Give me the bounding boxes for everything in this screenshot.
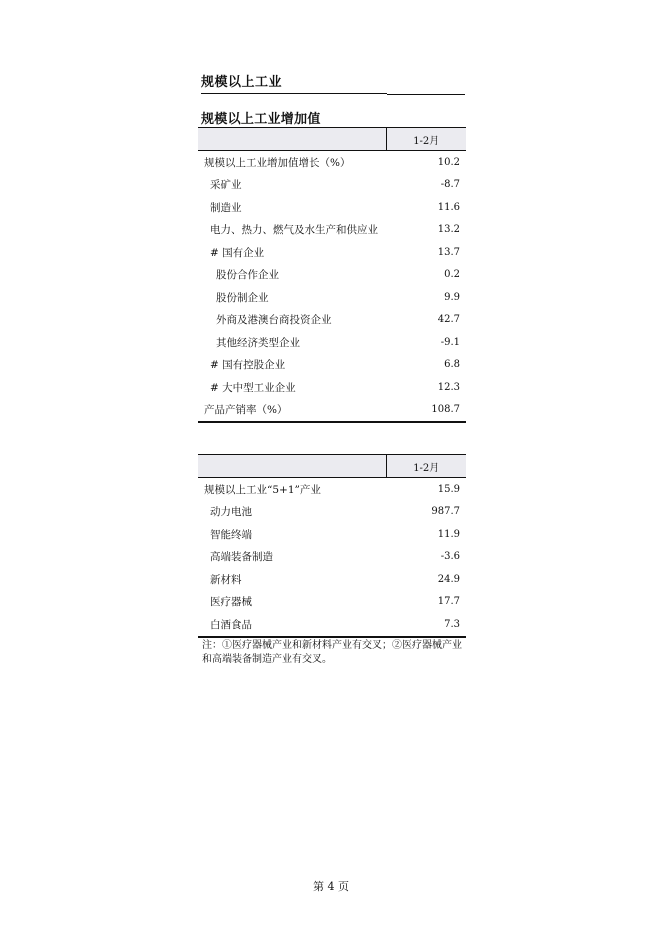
row-label: 股份制企业: [216, 291, 269, 304]
row-value: 12.3: [437, 381, 460, 393]
section-title-underline: [201, 93, 387, 94]
row-label: 股份合作企业: [216, 269, 279, 282]
row-label: 制造业: [210, 201, 242, 214]
row-value: 15.9: [437, 483, 460, 495]
section-title-rule: [387, 94, 465, 95]
row-label: 智能终端: [210, 528, 252, 541]
row-label: 电力、热力、燃气及水生产和供应业: [210, 224, 378, 237]
table-row: [198, 174, 466, 197]
table-row: [198, 501, 466, 524]
table-row: [198, 613, 466, 637]
row-label: # 国有企业: [210, 246, 265, 259]
page-number: 第 4 页: [313, 880, 349, 893]
row-label: 动力电池: [210, 506, 252, 519]
table-row: [198, 591, 466, 614]
row-label: 白酒食品: [198, 613, 386, 637]
footnote: 注：①医疗器械产业和新材料产业有交叉；②医疗器械产业和高端装备制造产业有交叉。: [202, 640, 462, 665]
table2-period-header: 1-2月: [386, 455, 466, 478]
row-label: 新材料: [210, 573, 242, 586]
table-row: [198, 264, 466, 287]
industry-5plus1-table: [198, 454, 466, 638]
row-value: 987.7: [431, 506, 460, 518]
row-value: 108.7: [386, 399, 466, 423]
row-value: 7.3: [386, 613, 466, 637]
row-value: 42.7: [437, 314, 460, 326]
table-row: [198, 331, 466, 354]
row-value: 0.2: [444, 269, 460, 281]
section-title-block: [201, 74, 465, 94]
industrial-value-added-table: [198, 127, 466, 423]
row-value: 13.7: [437, 246, 460, 258]
row-label: 其他经济类型企业: [216, 336, 300, 349]
table1-title: 规模以上工业增加值: [201, 112, 321, 127]
row-value: -3.6: [440, 551, 460, 563]
row-label: 规模以上工业“5+1”产业: [204, 483, 321, 496]
row-label: 外商及港澳台商投资企业: [216, 314, 332, 327]
row-label: 医疗器械: [210, 596, 252, 609]
row-value: 6.8: [444, 359, 460, 371]
row-value: 11.6: [437, 201, 460, 213]
table-row: [198, 151, 466, 174]
row-value: 9.9: [444, 291, 460, 303]
row-value: 10.2: [437, 156, 460, 168]
row-label: 规模以上工业增加值增长（%）: [204, 156, 351, 169]
table-row: [198, 219, 466, 242]
table-row: [198, 546, 466, 569]
table-row: [198, 241, 466, 264]
table-row: [198, 286, 466, 309]
table1-header-row: [198, 128, 466, 151]
table-row: [198, 478, 466, 501]
row-label: 高端装备制造: [210, 551, 273, 564]
row-label: # 大中型工业企业: [210, 381, 296, 394]
table-row: [198, 196, 466, 219]
table-row: [198, 309, 466, 332]
table1-header-blank: [198, 128, 386, 151]
row-value: 13.2: [437, 224, 460, 236]
row-value: 17.7: [437, 596, 460, 608]
table2-header-blank: [198, 455, 386, 478]
row-value: 24.9: [437, 573, 460, 585]
row-label: 产品产销率（%）: [198, 399, 386, 423]
table-row: [198, 523, 466, 546]
table-row: [198, 354, 466, 377]
row-value: -9.1: [440, 336, 460, 348]
table-row: [198, 399, 466, 423]
row-label: # 国有控股企业: [210, 359, 286, 372]
table-row: [198, 568, 466, 591]
section-title: 规模以上工业: [201, 75, 283, 90]
table2-header-row: [198, 455, 466, 478]
row-value: 11.9: [437, 528, 460, 540]
row-label: 采矿业: [210, 179, 242, 192]
row-value: -8.7: [440, 179, 460, 191]
table-row: [198, 376, 466, 399]
table1-period-header: 1-2月: [386, 128, 466, 151]
